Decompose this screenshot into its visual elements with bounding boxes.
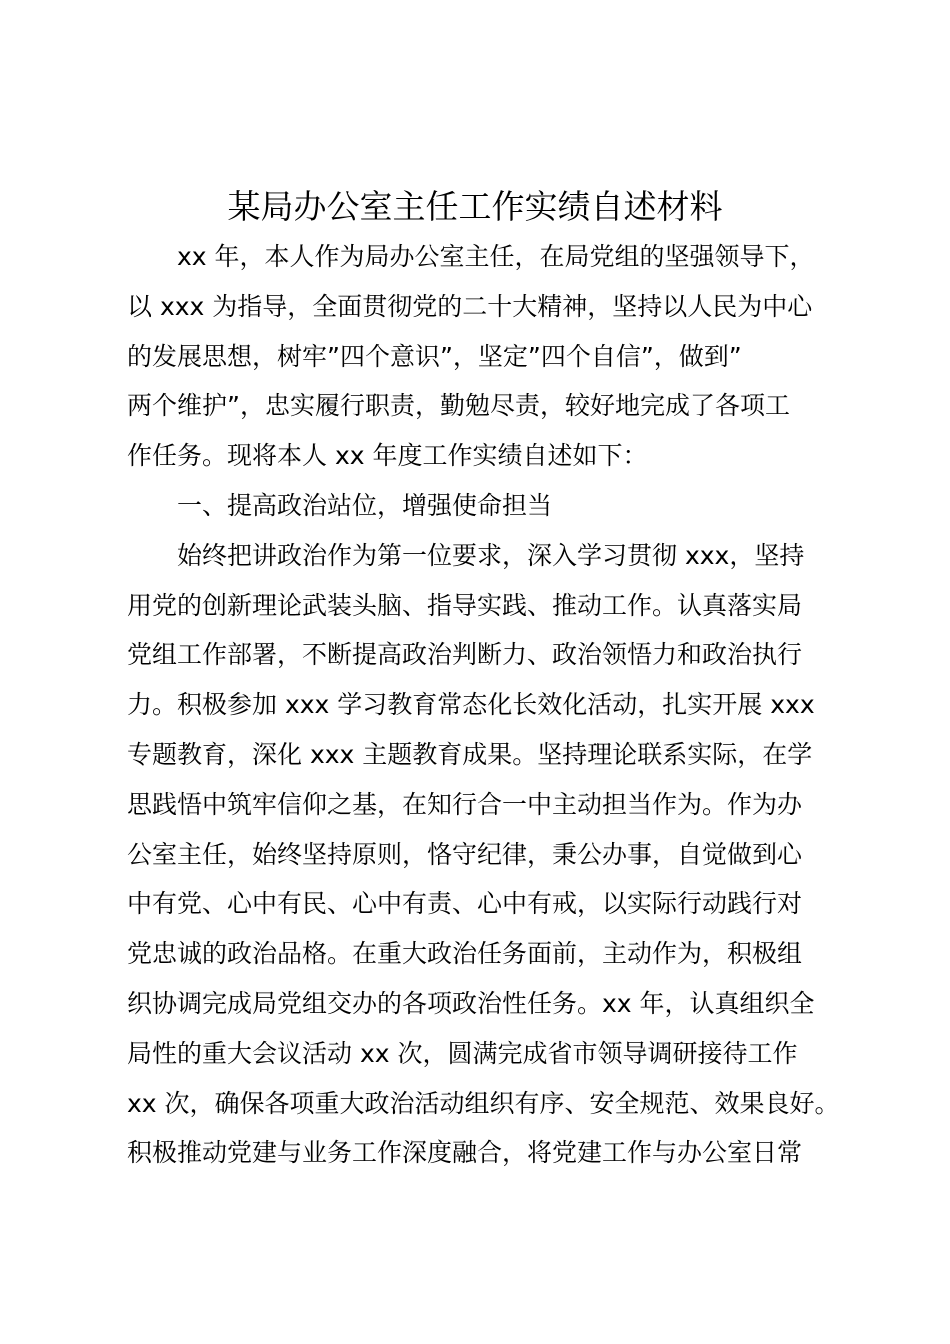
text-line: 专题教育，深化 xxx 主题教育成果。坚持理论联系实际，在学 xyxy=(127,739,813,769)
text-line: 思践悟中筑牢信仰之基，在知行合一中主动担当作为。作为办 xyxy=(127,789,803,819)
text-line: 的发展思想，树牢”四个意识”，坚定”四个自信”，做到” xyxy=(127,341,742,371)
text-line: 织协调完成局党组交办的各项政治性任务。xx 年，认真组织全 xyxy=(127,988,815,1018)
section-paragraph xyxy=(127,531,840,1178)
text-line: 中有党、心中有民、心中有责、心中有戒，以实际行动践行对 xyxy=(127,889,803,919)
text-line: 积极推动党建与业务工作深度融合，将党建工作与办公室日常 xyxy=(127,1138,803,1168)
text-line: 始终把讲政治作为第一位要求，深入学习贯彻 xxx，坚持 xyxy=(177,540,805,570)
text-line: 两个维护”，忠实履行职责，勤勉尽责，较好地完成了各项工 xyxy=(127,391,790,421)
text-line: 作任务。现将本人 xx 年度工作实绩自述如下： xyxy=(127,441,648,471)
text-line: 力。积极参加 xxx 学习教育常态化长效化活动，扎实开展 xxx xyxy=(127,690,815,720)
intro-paragraph xyxy=(127,232,837,481)
text-line: 用党的创新理论武装头脑、指导实践、推动工作。认真落实局 xyxy=(127,590,803,620)
section-heading xyxy=(127,481,837,531)
document-body xyxy=(127,232,840,1178)
text-line: 党组工作部署，不断提高政治判断力、政治领悟力和政治执行 xyxy=(127,640,803,670)
text-line: 局性的重大会议活动 xx 次，圆满完成省市领导调研接待工作 xyxy=(127,1038,798,1068)
heading-line: 一、提高政治站位，增强使命担当 xyxy=(177,490,553,520)
document-title: 某局办公室主任工作实绩自述材料 xyxy=(227,187,723,226)
text-line: xx 年，本人作为局办公室主任，在局党组的坚强领导下， xyxy=(177,242,815,271)
text-line: 党忠诚的政治品格。在重大政治任务面前，主动作为，积极组 xyxy=(127,939,803,969)
text-line: 以 xxx 为指导，全面贯彻党的二十大精神，坚持以人民为中心 xyxy=(127,291,813,321)
text-line: xx 次，确保各项重大政治活动组织有序、安全规范、效果良好。 xyxy=(127,1088,840,1118)
text-line: 公室主任，始终坚持原则，恪守纪律，秉公办事，自觉做到心 xyxy=(127,839,803,869)
